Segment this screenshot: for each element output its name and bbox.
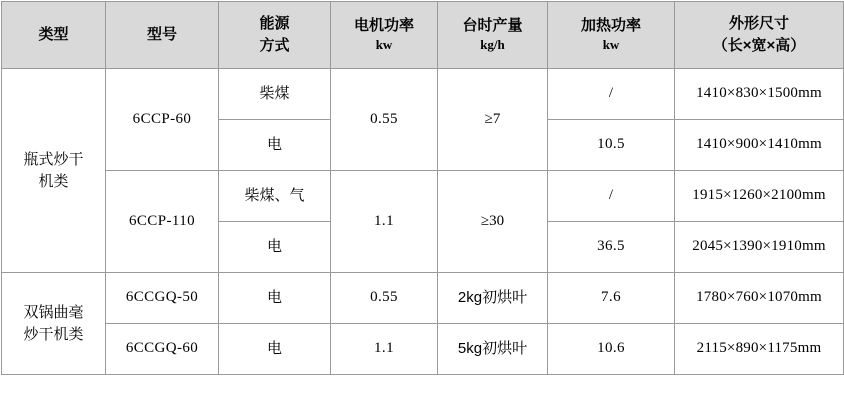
hourly-output-cell: ≥7 [438,69,548,171]
hourly-output-cell: ≥30 [438,171,548,273]
header-dimensions-sublabel: （长×宽×高） [712,37,806,54]
heating-power-cell: / [548,69,675,120]
energy-cell: 柴煤、气 [219,171,331,222]
motor-power-cell: 1.1 [331,171,438,273]
energy-cell: 电 [219,273,331,324]
heating-power-cell: 7.6 [548,273,675,324]
header-model-label: 型号 [146,26,177,44]
dimensions-cell: 2045×1390×1910mm [675,222,844,273]
energy-cell: 电 [219,324,331,375]
header-row [2,2,844,69]
heating-power-cell: 10.5 [548,120,675,171]
category-label-line1: 双锅曲毫 [23,303,84,321]
table-row [2,171,844,222]
model-cell: 6CCP-60 [106,69,219,171]
header-dimensions-label: 外形尺寸 [728,15,789,33]
category-label-line2: 炒干机类 [23,325,84,343]
table-row [2,324,844,375]
header-hourly-output-unit: kg/h [480,37,505,53]
header-hourly-output [438,2,548,69]
header-motor-power-unit: kw [375,37,393,53]
header-heating-power [548,2,675,69]
hourly-output-cell: 5kg初烘叶 [438,324,548,375]
table-body [2,69,844,375]
table-header [2,2,844,69]
heating-power-cell: 10.6 [548,324,675,375]
table-row [2,273,844,324]
header-category [2,2,106,69]
energy-cell: 电 [219,222,331,273]
category-label-line1: 瓶式炒干 [23,150,84,168]
dimensions-cell: 1780×760×1070mm [675,273,844,324]
hourly-output-cell: 2kg初烘叶 [438,273,548,324]
dimensions-cell: 1410×900×1410mm [675,120,844,171]
dimensions-cell: 2115×890×1175mm [675,324,844,375]
header-dimensions [675,2,844,69]
model-cell: 6CCGQ-60 [106,324,219,375]
motor-power-cell: 0.55 [331,69,438,171]
category-label-line2: 机类 [38,172,69,190]
motor-power-cell: 0.55 [331,273,438,324]
category-cell-double-pot-roaster [2,273,106,375]
heating-power-cell: / [548,171,675,222]
energy-cell: 柴煤 [219,69,331,120]
heating-power-cell: 36.5 [548,222,675,273]
energy-cell: 电 [219,120,331,171]
header-model [106,2,219,69]
header-heating-power-unit: kw [602,37,620,53]
dimensions-cell: 1915×1260×2100mm [675,171,844,222]
dimensions-cell: 1410×830×1500mm [675,69,844,120]
header-energy-type [219,2,331,69]
model-cell: 6CCP-110 [106,171,219,273]
header-energy-label-line2: 方式 [259,37,290,54]
model-cell: 6CCGQ-50 [106,273,219,324]
header-hourly-output-label: 台时产量 [462,16,523,34]
header-energy-label-line1: 能源 [259,15,290,33]
category-cell-bottle-roaster [2,69,106,273]
motor-power-cell: 1.1 [331,324,438,375]
header-motor-power-label: 电机功率 [353,16,414,34]
header-motor-power [331,2,438,69]
header-category-label: 类型 [38,26,69,44]
specification-table [1,1,844,375]
table-row [2,69,844,120]
header-heating-power-label: 加热功率 [580,16,641,34]
